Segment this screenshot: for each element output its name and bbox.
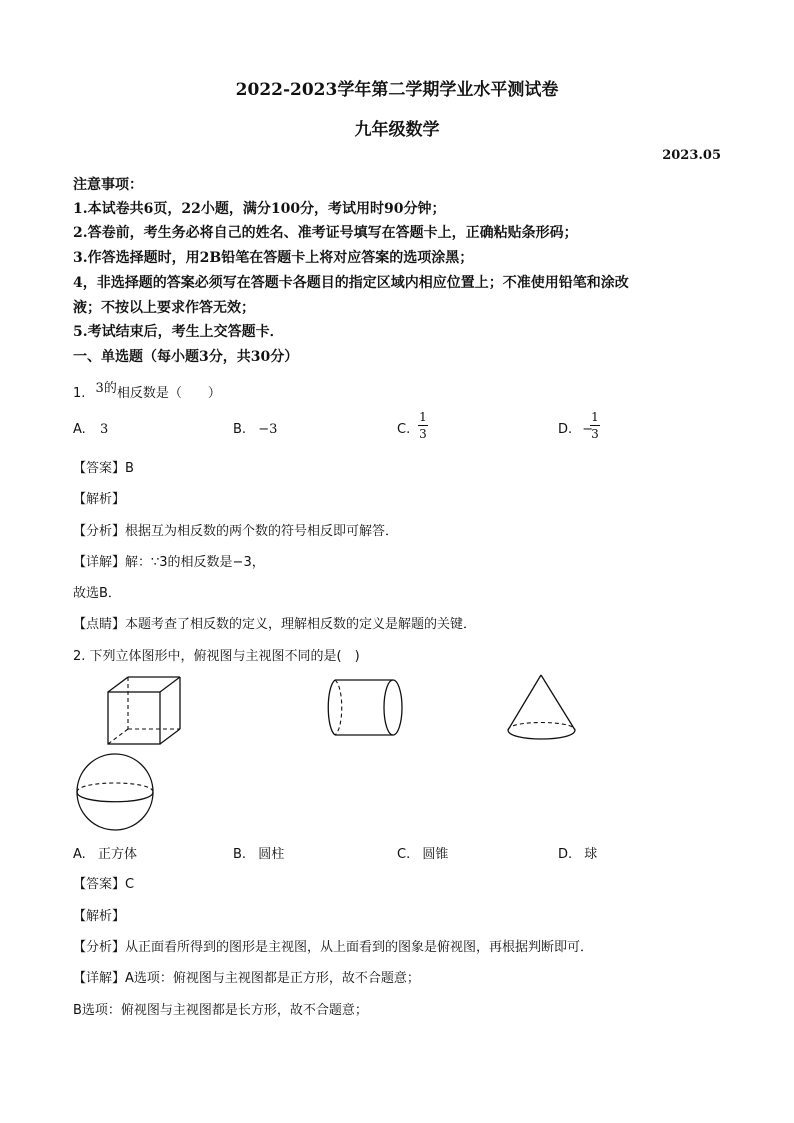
q2-b-line: B选项：俯视图与主视图都是长方形，故不合题意； xyxy=(73,1003,368,1018)
q1-dianjing xyxy=(73,613,476,632)
fraction-bar xyxy=(418,425,428,426)
q1-option-c xyxy=(397,422,410,437)
q1-stem-de: 的 xyxy=(103,381,117,396)
q2-xiangjie-text: A选项：俯视图与主视图都是正方形，故不合题意； xyxy=(125,971,420,986)
cube-figure xyxy=(105,675,185,747)
q1-xiangjie-tag: 【详解】 xyxy=(73,555,126,570)
q1-option-a-label: A. xyxy=(73,422,86,437)
q2-xiangjie xyxy=(73,967,420,986)
q1-dianjing-text: 本题考查了相反数的定义，理解相反数的定义是解题的关键． xyxy=(125,617,477,632)
notice-line-5: 液；不按以上要求作答无效； xyxy=(73,300,255,316)
q2-option-b-label: B. xyxy=(233,847,247,862)
sphere-figure xyxy=(75,752,159,836)
page-subtitle: 九年级数学 xyxy=(354,120,440,140)
q2-analysis-heading: 【解析】 xyxy=(73,909,126,924)
q1-conclusion: 故选B． xyxy=(73,586,121,601)
q1-option-c-denominator: 3 xyxy=(419,427,427,441)
q2-option-c-label: C. xyxy=(397,847,411,862)
q2-option-b-text: 圆柱 xyxy=(258,847,285,862)
q1-option-d-label: D. xyxy=(558,422,573,437)
q1-stem-value: 3 xyxy=(95,381,104,396)
notice-line-3: 3.作答选择题时，用2B铅笔在答题卡上将对应答案的选项涂黑； xyxy=(73,250,474,266)
q1-fenxi-tag: 【分析】 xyxy=(73,524,126,539)
q1-fenxi xyxy=(73,520,398,539)
q1-option-d-fraction xyxy=(590,410,600,441)
q1-option-d-sign: − xyxy=(582,422,594,437)
q1-option-b-label: B. xyxy=(233,422,247,437)
q2-option-d-label: D. xyxy=(558,847,573,862)
q2-option-d xyxy=(558,843,597,862)
q1-dianjing-tag: 【点睛】 xyxy=(73,617,126,632)
notice-line-6: 5.考试结束后，考生上交答题卡． xyxy=(73,324,284,340)
q1-analysis-heading: 【解析】 xyxy=(73,492,126,507)
q2-xiangjie-tag: 【详解】 xyxy=(73,971,126,986)
fraction-bar xyxy=(590,425,600,426)
exam-date: 2023.05 xyxy=(662,148,721,163)
q1-option-b-value: −3 xyxy=(258,422,278,437)
q2-option-a-text: 正方体 xyxy=(97,847,137,862)
q2-option-c xyxy=(397,843,448,862)
q1-option-a xyxy=(73,422,108,437)
notice-line-2: 2.答卷前，考生务必将自己的姓名、准考证号填写在答题卡上，正确粘贴条形码； xyxy=(73,225,578,241)
cone-figure xyxy=(505,672,579,746)
q1-stem-rest: 相反数是（ ） xyxy=(116,386,221,401)
notice-line-1: 1.本试卷共6页，22小题，满分100分，考试用时90分钟； xyxy=(73,201,446,217)
q1-option-c-fraction xyxy=(418,410,428,441)
q2-fenxi-text: 从正面看所得到的图形是主视图，从上面看到的图象是俯视图，再根据判断即可． xyxy=(125,940,594,955)
section-heading: 一、单选题（每小题3分，共30分） xyxy=(73,349,299,365)
q2-option-d-text: 球 xyxy=(584,847,598,862)
q1-stem xyxy=(73,382,221,401)
q1-answer: 【答案】B xyxy=(73,461,134,476)
cylinder-figure xyxy=(325,677,409,741)
q1-number: 1. xyxy=(73,386,86,401)
q1-option-b xyxy=(233,422,277,437)
q1-fenxi-text: 根据互为相反数的两个数的符号相反即可解答． xyxy=(125,524,399,539)
q2-option-a xyxy=(73,843,137,862)
q1-xiangjie xyxy=(73,551,265,570)
q1-option-d-denominator: 3 xyxy=(591,427,599,441)
q1-xiangjie-text: 解：∵3的相反数是−3， xyxy=(125,555,265,570)
page-title: 2022-2023学年第二学期学业水平测试卷 xyxy=(235,80,559,100)
q1-option-c-label: C. xyxy=(397,422,411,437)
q1-option-a-value: 3 xyxy=(99,422,109,437)
q2-option-b xyxy=(233,843,284,862)
q2-answer: 【答案】C xyxy=(73,877,135,892)
q2-option-a-label: A. xyxy=(73,847,86,862)
q1-option-c-numerator: 1 xyxy=(419,410,427,424)
q2-fenxi xyxy=(73,936,593,955)
q2-fenxi-tag: 【分析】 xyxy=(73,940,126,955)
notice-line-4: 4，非选择题的答案必须写在答题卡各题目的指定区域内相应位置上；不准使用铅笔和涂改 xyxy=(73,275,629,291)
q2-option-c-text: 圆锥 xyxy=(422,847,449,862)
notice-heading: 注意事项： xyxy=(73,177,143,193)
q1-option-d-numerator: 1 xyxy=(591,410,599,424)
q2-stem: 2. 下列立体图形中，俯视图与主视图不同的是( ) xyxy=(73,649,360,664)
q1-option-d xyxy=(558,422,593,437)
